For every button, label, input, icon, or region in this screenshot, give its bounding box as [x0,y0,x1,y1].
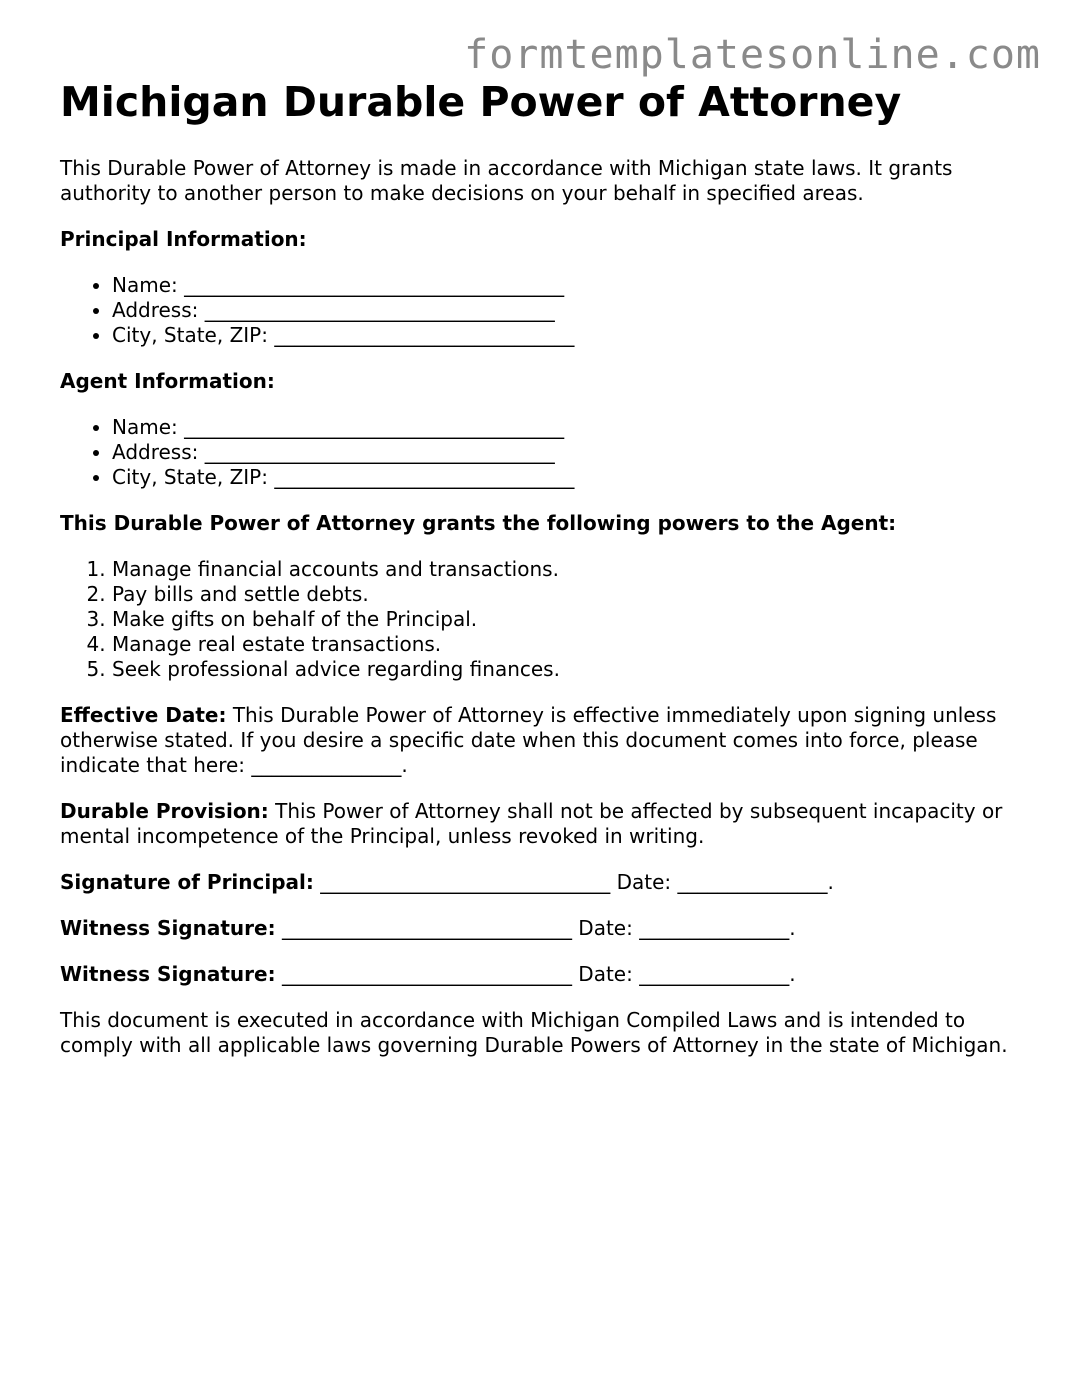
agent-fields [60,415,1030,490]
agent-name-field: • Name: ______________________________________ [112,415,1030,440]
powers-heading: This Durable Power of Attorney grants the following powers to the Agent: [60,511,897,535]
agent-city-state-zip-field: • City, State, ZIP: ______________________________ [112,465,1030,490]
principal-signature-line [60,870,1030,895]
principal-name-field: • Name: ______________________________________ [112,273,1030,298]
watermark: formtemplatesonline.com [464,32,1041,78]
witness-signature-line [60,916,1030,941]
power-item: 2. Pay bills and settle debts. [112,582,1030,607]
document-body [60,78,1030,1079]
durable-provision-paragraph [60,799,1030,849]
signature-label: Signature of Principal: [60,870,314,894]
power-item: 5. Seek professional advice regarding finances. [112,657,1030,682]
agent-heading: Agent Information: [60,369,275,393]
closing-paragraph: This document is executed in accordance with Michigan Compiled Laws and is intended to comply with all applicable laws governing Durable Powers of Attorney in the state of Michigan. [60,1008,1008,1057]
principal-city-state-zip-field: • City, State, ZIP: ______________________________ [112,323,1030,348]
durable-provision-text: This Power of Attorney shall not be affected by subsequent incapacity or mental incompetence of the Principal, unless revoked in writing. [60,799,1003,848]
signature-blank: _____________________________ Date: _______________. [275,962,796,986]
power-item: 3. Make gifts on behalf of the Principal. [112,607,1030,632]
signature-label: Witness Signature: [60,916,276,940]
document-title: Michigan Durable Power of Attorney [60,78,902,126]
power-item: 1. Manage financial accounts and transactions. [112,557,1030,582]
effective-date-label: Effective Date: [60,703,227,727]
power-item: 4. Manage real estate transactions. [112,632,1030,657]
agent-address-field: • Address: ___________________________________ [112,440,1030,465]
intro-paragraph: This Durable Power of Attorney is made in accordance with Michigan state laws. It grants authority to another person to make decisions on your behalf in specified areas. [60,156,953,205]
signature-blank: _____________________________ Date: _______________. [313,870,834,894]
principal-heading: Principal Information: [60,227,307,251]
witness-signature-line [60,962,1030,987]
powers-list [60,557,1030,682]
effective-date-text: This Durable Power of Attorney is effective immediately upon signing unless otherwise stated. If you desire a specific date when this document comes into force, please indicate that here: _______________. [60,703,997,777]
principal-fields [60,273,1030,348]
signature-label: Witness Signature: [60,962,276,986]
signature-blank: _____________________________ Date: _______________. [275,916,796,940]
durable-provision-label: Durable Provision: [60,799,269,823]
effective-date-paragraph [60,703,1030,778]
principal-address-field: • Address: ___________________________________ [112,298,1030,323]
